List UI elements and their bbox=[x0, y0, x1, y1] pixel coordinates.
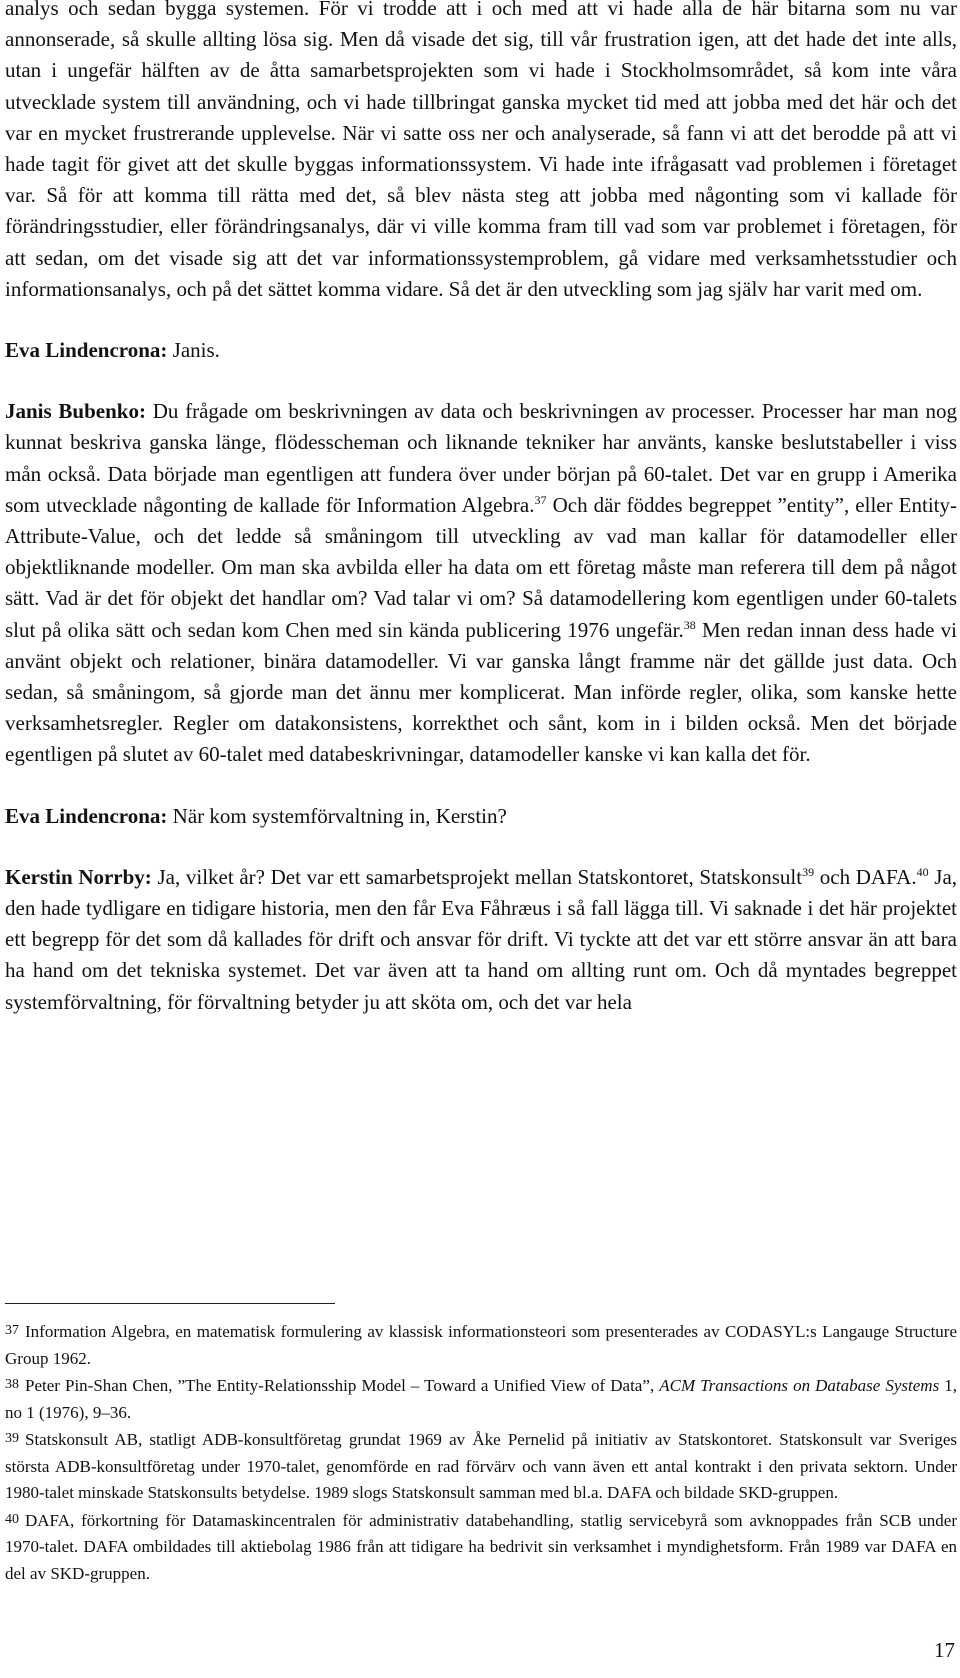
footnote-text: DAFA, förkortning för Datamaskincentralen för administrativ databehandling, statlig servicebyrå som avknoppades från SCB under 1970-talet. DAFA ombildades till aktiebolag 1986 från att tidigare ha bedrivit sin verksamhet i myndighetsform. Från 1989 var DAFA en del av SKD-gruppen. bbox=[5, 1510, 957, 1583]
paragraph-eva-lindencrona-1 bbox=[5, 335, 957, 366]
paragraph-janis-bubenko bbox=[5, 396, 957, 770]
footnote-38 bbox=[5, 1372, 957, 1426]
speaker-name: Eva Lindencrona: bbox=[5, 803, 168, 828]
speaker-name: Janis Bubenko: bbox=[5, 399, 146, 424]
paragraph-text: När kom systemförvaltning in, Kerstin? bbox=[172, 803, 507, 828]
paragraph-eva-lindencrona-2 bbox=[5, 801, 957, 832]
page-number: 17 bbox=[934, 1638, 955, 1662]
transcript-body bbox=[5, 0, 957, 1018]
footnote-text: Peter Pin-Shan Chen, ”The Entity-Relationsship Model – Toward a Unified View of Data”, bbox=[25, 1376, 655, 1395]
paragraph-text: Ja, vilket år? Det var ett samarbetsprojekt mellan Statskontoret, Statskonsult bbox=[157, 864, 803, 889]
footnote-ref-39[interactable]: 39 bbox=[802, 864, 815, 879]
footnote-37 bbox=[5, 1318, 957, 1372]
footnote-number: 39 bbox=[5, 1431, 19, 1446]
footnote-40 bbox=[5, 1507, 957, 1588]
footnote-39 bbox=[5, 1426, 957, 1507]
speaker-name: Kerstin Norrby: bbox=[5, 864, 152, 889]
footnote-ref-40[interactable]: 40 bbox=[916, 864, 929, 879]
footnote-number: 40 bbox=[5, 1511, 19, 1527]
paragraph-kerstin-norrby bbox=[5, 862, 957, 1018]
speaker-name: Eva Lindencrona: bbox=[5, 338, 168, 363]
footnotes bbox=[5, 1318, 957, 1587]
journal-title: ACM Transactions on Database Systems bbox=[659, 1376, 940, 1395]
paragraph-text: Ja, den hade tydligare en tidigare historia, men den får Eva Fåhræus i så fall lägga till. Vi saknade i det här projektet ett begrepp för det som då kallades för drift och ansvar för drift. Vi tyckte att det var ett större ansvar än att bara ha hand om det tekniska systemet. Det var även att ta hand om allting runt om. Och då myntades begreppet systemförvaltning, för förvaltning betyder ju att sköta om, och det var hela bbox=[5, 864, 958, 1014]
paragraph-continuation: analys och sedan bygga systemen. För vi trodde att i och med att vi hade alla de här bitarna som nu var annonserade, så skulle allting lösa sig. Men då visade det sig, till vår frustration igen, att det hade det inte alls, utan i ungefär hälften av de åtta samarbetsprojekten som vi hade i Stockholmsområdet, så kom inte våra utvecklade system till användning, och vi hade tillbringat ganska mycket tid med att jobba med det här och det var en mycket frustrerande upplevelse. När vi satte oss ner och analyserade, så fann vi att det berodde på att vi hade tagit för givet att det skulle byggas informationssystem. Vi hade inte ifrågasatt vad problemen i företaget var. Så för att komma till rätta med det, så blev nästa steg att jobba med någonting som vi kallade för förändringsstudier, eller förändringsanalys, där vi ville komma fram till vad som var problemet i företagen, för att sedan, om det visade sig att det var informationssystemproblem, gå vidare med verksamhetsstudier och informationsanalys, och på det sättet komma vidare. Så det är den utveckling som jag själv har varit med om. bbox=[5, 0, 957, 301]
footnote-ref-37[interactable]: 37 bbox=[534, 492, 547, 507]
paragraph-text: Men redan innan dess hade vi använt objekt och relationer, binära datamodeller. Vi var ganska långt framme när det gällde just data. Och sedan, så småningom, så gjorde man det ännu mer komplicerat. Man införde regler, olika, som kanske hette verksamhetsregler. Regler om datakonsistens, korrekthet och sånt, kom in i bilden också. Men det började egentligen på slutet av 60-talet med databeskrivningar, datamodeller kanske vi kan kalla det för. bbox=[5, 617, 957, 767]
paragraph-text: Och där föddes begreppet ”entity”, eller Entity-Attribute-Value, och det ledde så småningom till utveckling av vad man kallar för datamodeller eller objektliknande modeller. Om man ska avbilda eller ha data om ett företag måste man referera till dem på något sätt. Vad är det för objekt det handlar om? Vad talar vi om? Så datamodellering kom egentligen under 60-talets slut på olika sätt och sedan kom Chen med sin kända publicering 1976 ungefär. bbox=[5, 492, 958, 642]
footnote-ref-38[interactable]: 38 bbox=[683, 617, 696, 632]
paragraph-text: Janis. bbox=[172, 338, 220, 363]
paragraph-text: Du frågade om beskrivningen av data och beskrivningen av processer. Processer har man nog kunnat beskriva ganska länge, flödesscheman och liknande tekniker har använts, kanske beslutstabeller i viss mån också. Data började man egentligen att fundera över under början på 60-talet. Det var en grupp i Amerika som utvecklade någonting de kallade för Information Algebra. bbox=[5, 399, 957, 517]
footnote-text: 1, no 1 (1976), 9–36. bbox=[5, 1376, 957, 1422]
footnote-number: 37 bbox=[5, 1323, 19, 1338]
footnote-text: Information Algebra, en matematisk formulering av klassisk informationsteori som presenterades av CODASYL:s Langauge Structure Group 1962. bbox=[5, 1322, 957, 1368]
footnote-number: 38 bbox=[5, 1377, 19, 1392]
paragraph-text: och DAFA. bbox=[819, 864, 917, 889]
footnote-separator bbox=[5, 1303, 335, 1304]
footnote-text: Statskonsult AB, statligt ADB-konsultföretag grundat 1969 av Åke Pernelid på initiativ av Statskontoret. Statskonsult var Sveriges största ADB-konsultföretag under 1970-talet, genomförde en rad förvärv och vann även ett antal kontrakt i den privata sektorn. Under 1980-talet minskade Statskonsults betydelse. 1989 slogs Statskonsult samman med bl.a. DAFA och bildade SKD-gruppen. bbox=[5, 1430, 957, 1502]
